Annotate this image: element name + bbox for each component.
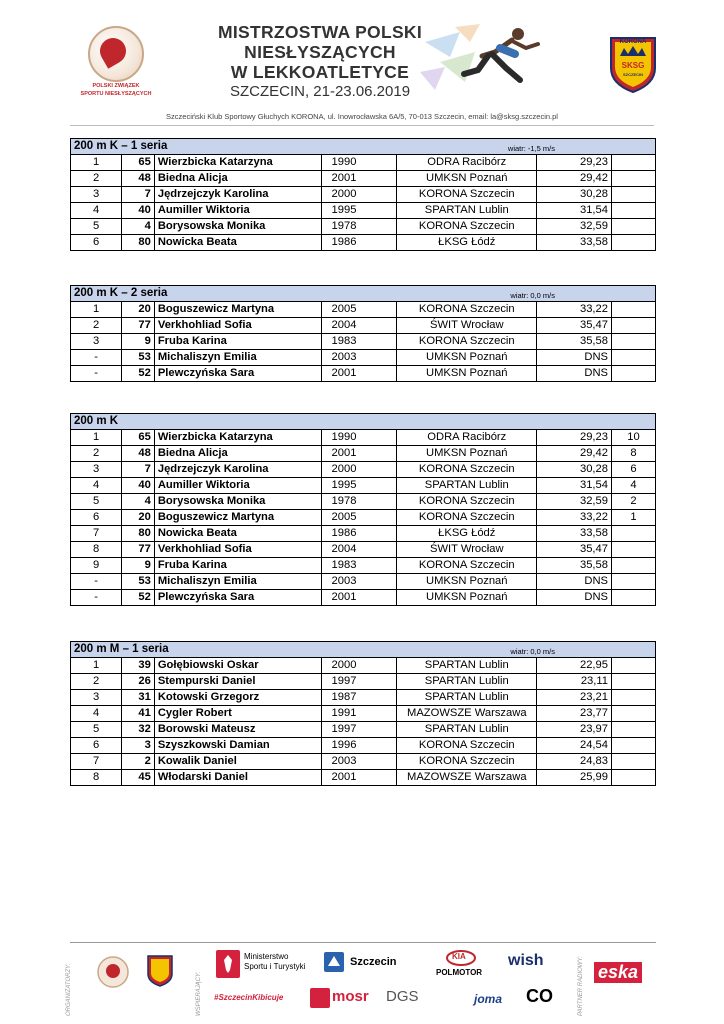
pzsn-logo-caption: POLSKI ZWIĄZEK SPORTU NIESŁYSZĄCYCH (80, 83, 152, 97)
table-row (71, 366, 656, 382)
result-time: 32,59 (537, 219, 612, 235)
organizers-label: ORGANIZATORZY: (66, 963, 72, 1016)
mosr-icon (310, 988, 330, 1008)
table-row (71, 446, 656, 462)
supporters-label: WSPIERAJĄCY: (196, 971, 202, 1016)
birth-year: 2001 (321, 770, 397, 786)
points-cell (611, 722, 655, 738)
athlete-name: Borysowska Monika (154, 494, 321, 510)
points-cell: 8 (611, 446, 655, 462)
section-header-cell (71, 414, 656, 430)
birth-year: 2004 (321, 542, 397, 558)
birth-year: 1997 (321, 722, 397, 738)
place-cell: 5 (71, 722, 122, 738)
athlete-name: Biedna Alicja (154, 171, 321, 187)
points-cell (611, 187, 655, 203)
table-row (71, 674, 656, 690)
place-cell: 6 (71, 738, 122, 754)
club-name: UMKSN Poznań (397, 590, 537, 606)
athlete-name: Borysowska Monika (154, 219, 321, 235)
result-time: 29,23 (537, 430, 612, 446)
bib-cell: 80 (122, 235, 155, 251)
birth-year: 1990 (321, 155, 397, 171)
points-cell (611, 690, 655, 706)
place-cell: 4 (71, 478, 122, 494)
place-cell: 4 (71, 706, 122, 722)
section-title: 200 m K – 2 seria (74, 287, 168, 299)
result-time: 23,21 (537, 690, 612, 706)
birth-year: 2000 (321, 187, 397, 203)
pzsn-logo (80, 26, 150, 106)
result-time: 23,97 (537, 722, 612, 738)
place-cell: 4 (71, 203, 122, 219)
club-name: MAZOWSZE Warszawa (397, 706, 537, 722)
athlete-name: Cygler Robert (154, 706, 321, 722)
club-name: KORONA Szczecin (397, 738, 537, 754)
result-time: 29,23 (537, 155, 612, 171)
table-row (71, 171, 656, 187)
club-name: KORONA Szczecin (397, 219, 537, 235)
place-cell: 5 (71, 219, 122, 235)
table-row (71, 334, 656, 350)
table-row (71, 235, 656, 251)
points-cell: 10 (611, 430, 655, 446)
club-name: SPARTAN Lublin (397, 690, 537, 706)
dgs-logo: DGS (386, 988, 419, 1005)
results-table (70, 641, 656, 786)
page-header (0, 0, 724, 130)
birth-year: 2001 (321, 446, 397, 462)
place-cell: - (71, 590, 122, 606)
place-cell: 1 (71, 155, 122, 171)
result-time: 23,77 (537, 706, 612, 722)
bib-cell: 9 (122, 334, 155, 350)
result-time: DNS (537, 574, 612, 590)
athlete-name: Plewczyńska Sara (154, 366, 321, 382)
title-line-1: MISTRZOSTWA POLSKI (217, 22, 423, 42)
birth-year: 1991 (321, 706, 397, 722)
birth-year: 1978 (321, 494, 397, 510)
club-name: KORONA Szczecin (397, 334, 537, 350)
mosr-logo: mosr (332, 988, 369, 1005)
points-cell (611, 171, 655, 187)
birth-year: 1986 (321, 235, 397, 251)
athlete-name: Boguszewicz Martyna (154, 510, 321, 526)
section-header-cell (71, 642, 656, 658)
table-row (71, 542, 656, 558)
club-name: ŁKSG Łódź (397, 235, 537, 251)
place-cell: 2 (71, 446, 122, 462)
svg-text:SKSG: SKSG (621, 61, 645, 70)
svg-text:KORONA: KORONA (619, 39, 647, 45)
place-cell: 2 (71, 318, 122, 334)
polmotor-logo: POLMOTOR (436, 968, 483, 977)
birth-year: 2001 (321, 590, 397, 606)
korona-club-logo (608, 34, 658, 94)
result-time: 32,59 (537, 494, 612, 510)
points-cell (611, 770, 655, 786)
section-title: 200 m M – 1 seria (74, 643, 169, 655)
birth-year: 1983 (321, 558, 397, 574)
table-row (71, 318, 656, 334)
athlete-name: Nowicka Beata (154, 526, 321, 542)
athlete-name: Biedna Alicja (154, 446, 321, 462)
result-time: 35,47 (537, 542, 612, 558)
footer-divider (70, 942, 656, 943)
result-time: 31,54 (537, 478, 612, 494)
club-name: SPARTAN Lublin (397, 658, 537, 674)
result-time: 23,11 (537, 674, 612, 690)
athlete-name: Michaliszyn Emilia (154, 574, 321, 590)
section-header (71, 139, 656, 155)
table-row (71, 510, 656, 526)
result-time: DNS (537, 590, 612, 606)
table-row (71, 770, 656, 786)
club-address: Szczeciński Klub Sportowy Głuchych KORONA, ul. Inowrocławska 6A/5, 70-013 Szczecin, email: la@sksg.szczecin.pl (166, 112, 558, 121)
event-dates: SZCZECIN, 21-23.06.2019 (229, 83, 411, 100)
bib-cell: 2 (122, 754, 155, 770)
club-name: UMKSN Poznań (397, 446, 537, 462)
athlete-name: Szyszkowski Damian (154, 738, 321, 754)
points-cell (611, 754, 655, 770)
birth-year: 2003 (321, 754, 397, 770)
points-cell (611, 738, 655, 754)
athlete-name: Boguszewicz Martyna (154, 302, 321, 318)
birth-year: 1995 (321, 203, 397, 219)
result-time: 30,28 (537, 187, 612, 203)
ministry-logo: Ministerstwo Sportu i Turystyki (244, 952, 306, 971)
place-cell: 2 (71, 171, 122, 187)
birth-year: 1996 (321, 738, 397, 754)
bib-cell: 26 (122, 674, 155, 690)
points-cell (611, 658, 655, 674)
place-cell: 3 (71, 187, 122, 203)
bib-cell: 48 (122, 446, 155, 462)
athlete-name: Michaliszyn Emilia (154, 350, 321, 366)
place-cell: 7 (71, 754, 122, 770)
section-header-cell (71, 286, 656, 302)
bib-cell: 65 (122, 155, 155, 171)
bib-cell: 20 (122, 510, 155, 526)
club-name: UMKSN Poznań (397, 171, 537, 187)
athlete-name: Borowski Mateusz (154, 722, 321, 738)
table-row (71, 478, 656, 494)
radio-partner-label: PARTNER RADIOWY: (578, 956, 584, 1016)
athlete-name: Kotowski Grzegorz (154, 690, 321, 706)
table-row (71, 494, 656, 510)
club-name: UMKSN Poznań (397, 366, 537, 382)
kia-logo: KIA (452, 952, 466, 961)
points-cell (611, 674, 655, 690)
club-name: ŁKSG Łódź (397, 526, 537, 542)
athlete-name: Gołębiowski Oskar (154, 658, 321, 674)
section-header (71, 286, 656, 302)
points-cell (611, 350, 655, 366)
result-time: 33,58 (537, 235, 612, 251)
points-cell (611, 590, 655, 606)
bib-cell: 48 (122, 171, 155, 187)
points-cell: 2 (611, 494, 655, 510)
wish-logo: wish (508, 952, 544, 969)
table-row (71, 558, 656, 574)
birth-year: 2001 (321, 366, 397, 382)
athlete-name: Verkhohliad Sofia (154, 542, 321, 558)
points-cell (611, 219, 655, 235)
bib-cell: 32 (122, 722, 155, 738)
place-cell: 3 (71, 462, 122, 478)
pzsn-footer-logo-icon (96, 955, 130, 989)
birth-year: 2000 (321, 462, 397, 478)
club-name: SPARTAN Lublin (397, 674, 537, 690)
results-table (70, 413, 656, 606)
table-row (71, 430, 656, 446)
club-name: ŚWIT Wrocław (397, 318, 537, 334)
table-row (71, 462, 656, 478)
table-row (71, 574, 656, 590)
birth-year: 2005 (321, 510, 397, 526)
results-table (70, 285, 656, 382)
bib-cell: 45 (122, 770, 155, 786)
title-line-3: W LEKKOATLETYCE (230, 62, 410, 82)
place-cell: 8 (71, 542, 122, 558)
points-cell (611, 334, 655, 350)
athlete-name: Stempurski Daniel (154, 674, 321, 690)
eska-logo: eska (594, 962, 642, 983)
table-row (71, 526, 656, 542)
section-header (71, 642, 656, 658)
club-name: SPARTAN Lublin (397, 203, 537, 219)
bib-cell: 20 (122, 302, 155, 318)
result-time: 24,83 (537, 754, 612, 770)
table-row (71, 722, 656, 738)
points-cell (611, 558, 655, 574)
bib-cell: 39 (122, 658, 155, 674)
wind-reading: wiatr: 0,0 m/s (510, 647, 555, 656)
bib-cell: 77 (122, 542, 155, 558)
bib-cell: 31 (122, 690, 155, 706)
place-cell: 6 (71, 235, 122, 251)
bib-cell: 3 (122, 738, 155, 754)
birth-year: 2001 (321, 171, 397, 187)
place-cell: 2 (71, 674, 122, 690)
result-time: 30,28 (537, 462, 612, 478)
athlete-name: Jędrzejczyk Karolina (154, 462, 321, 478)
bib-cell: 80 (122, 526, 155, 542)
table-row (71, 302, 656, 318)
table-row (71, 738, 656, 754)
athlete-name: Fruba Karina (154, 334, 321, 350)
birth-year: 2005 (321, 302, 397, 318)
place-cell: 6 (71, 510, 122, 526)
table-row (71, 658, 656, 674)
result-time: 29,42 (537, 446, 612, 462)
club-name: UMKSN Poznań (397, 350, 537, 366)
place-cell: 1 (71, 302, 122, 318)
section-title: 200 m K – 1 seria (74, 140, 168, 152)
bib-cell: 52 (122, 366, 155, 382)
birth-year: 2000 (321, 658, 397, 674)
points-cell (611, 526, 655, 542)
result-time: DNS (537, 366, 612, 382)
bib-cell: 52 (122, 590, 155, 606)
club-name: MAZOWSZE Warszawa (397, 770, 537, 786)
wind-reading: wiatr: -1,5 m/s (507, 144, 555, 153)
result-time: 24,54 (537, 738, 612, 754)
birth-year: 1995 (321, 478, 397, 494)
place-cell: - (71, 574, 122, 590)
birth-year: 1983 (321, 334, 397, 350)
table-row (71, 754, 656, 770)
results-table (70, 138, 656, 251)
points-cell: 1 (611, 510, 655, 526)
bib-cell: 40 (122, 203, 155, 219)
birth-year: 2003 (321, 350, 397, 366)
club-name: KORONA Szczecin (397, 302, 537, 318)
club-name: SPARTAN Lublin (397, 722, 537, 738)
club-name: KORONA Szczecin (397, 462, 537, 478)
title-line-2: NIESŁYSZĄCYCH (244, 42, 396, 62)
points-cell (611, 155, 655, 171)
birth-year: 1987 (321, 690, 397, 706)
athlete-name: Plewczyńska Sara (154, 590, 321, 606)
athlete-name: Nowicka Beata (154, 235, 321, 251)
bib-cell: 7 (122, 462, 155, 478)
place-cell: 1 (71, 658, 122, 674)
result-time: 35,58 (537, 334, 612, 350)
club-name: KORONA Szczecin (397, 558, 537, 574)
section-title: 200 m K (74, 415, 119, 427)
bib-cell: 65 (122, 430, 155, 446)
points-cell (611, 542, 655, 558)
place-cell: - (71, 350, 122, 366)
points-cell (611, 235, 655, 251)
result-time: 33,58 (537, 526, 612, 542)
athlete-name: Kowalik Daniel (154, 754, 321, 770)
bib-cell: 53 (122, 574, 155, 590)
bib-cell: 9 (122, 558, 155, 574)
table-row (71, 590, 656, 606)
table-row (71, 155, 656, 171)
athlete-name: Fruba Karina (154, 558, 321, 574)
points-cell: 6 (611, 462, 655, 478)
place-cell: 1 (71, 430, 122, 446)
club-name: SPARTAN Lublin (397, 478, 537, 494)
birth-year: 2004 (321, 318, 397, 334)
szczecin-logo: Szczecin (350, 956, 397, 968)
points-cell (611, 318, 655, 334)
table-row (71, 203, 656, 219)
place-cell: 7 (71, 526, 122, 542)
result-time: 35,58 (537, 558, 612, 574)
section-header-cell (71, 139, 656, 155)
athlete-name: Jędrzejczyk Karolina (154, 187, 321, 203)
event-title (190, 22, 450, 101)
bib-cell: 40 (122, 478, 155, 494)
result-time: 33,22 (537, 302, 612, 318)
header-divider (70, 125, 654, 126)
szczecin-crest-icon (322, 950, 346, 974)
bib-cell: 4 (122, 219, 155, 235)
sprinter-illustration-icon (420, 22, 550, 94)
table-row (71, 690, 656, 706)
bib-cell: 4 (122, 494, 155, 510)
place-cell: 5 (71, 494, 122, 510)
place-cell: 3 (71, 690, 122, 706)
table-row (71, 706, 656, 722)
result-time: 31,54 (537, 203, 612, 219)
athlete-name: Włodarski Daniel (154, 770, 321, 786)
athlete-name: Verkhohliad Sofia (154, 318, 321, 334)
table-row (71, 187, 656, 203)
result-time: 35,47 (537, 318, 612, 334)
wind-reading: wiatr: 0,0 m/s (510, 291, 555, 300)
athlete-name: Aumiller Wiktoria (154, 478, 321, 494)
birth-year: 1986 (321, 526, 397, 542)
bib-cell: 77 (122, 318, 155, 334)
points-cell (611, 706, 655, 722)
birth-year: 1997 (321, 674, 397, 690)
place-cell: - (71, 366, 122, 382)
athlete-name: Wierzbicka Katarzyna (154, 155, 321, 171)
section-header (71, 414, 656, 430)
birth-year: 1990 (321, 430, 397, 446)
result-time: 33,22 (537, 510, 612, 526)
points-cell (611, 302, 655, 318)
table-row (71, 219, 656, 235)
place-cell: 3 (71, 334, 122, 350)
co-logo: CO (526, 986, 553, 1006)
club-name: KORONA Szczecin (397, 510, 537, 526)
birth-year: 2003 (321, 574, 397, 590)
bib-cell: 41 (122, 706, 155, 722)
club-name: ODRA Racibórz (397, 430, 537, 446)
result-time: 22,95 (537, 658, 612, 674)
athlete-name: Wierzbicka Katarzyna (154, 430, 321, 446)
points-cell (611, 366, 655, 382)
club-name: KORONA Szczecin (397, 494, 537, 510)
club-name: KORONA Szczecin (397, 187, 537, 203)
points-cell (611, 203, 655, 219)
club-name: UMKSN Poznań (397, 574, 537, 590)
points-cell: 4 (611, 478, 655, 494)
hashtag-text: #SzczecinKibicuje (214, 993, 284, 1002)
athlete-name: Aumiller Wiktoria (154, 203, 321, 219)
birth-year: 1978 (321, 219, 397, 235)
result-time: 25,99 (537, 770, 612, 786)
result-time: 29,42 (537, 171, 612, 187)
points-cell (611, 574, 655, 590)
joma-logo: joma (474, 992, 503, 1006)
place-cell: 8 (71, 770, 122, 786)
korona-footer-logo-icon (146, 954, 174, 988)
bib-cell: 7 (122, 187, 155, 203)
bib-cell: 53 (122, 350, 155, 366)
place-cell: 9 (71, 558, 122, 574)
table-row (71, 350, 656, 366)
club-name: KORONA Szczecin (397, 754, 537, 770)
svg-text:SZCZECIN: SZCZECIN (623, 72, 643, 77)
polish-eagle-icon (216, 950, 240, 978)
club-name: ŚWIT Wrocław (397, 542, 537, 558)
result-time: DNS (537, 350, 612, 366)
club-name: ODRA Racibórz (397, 155, 537, 171)
